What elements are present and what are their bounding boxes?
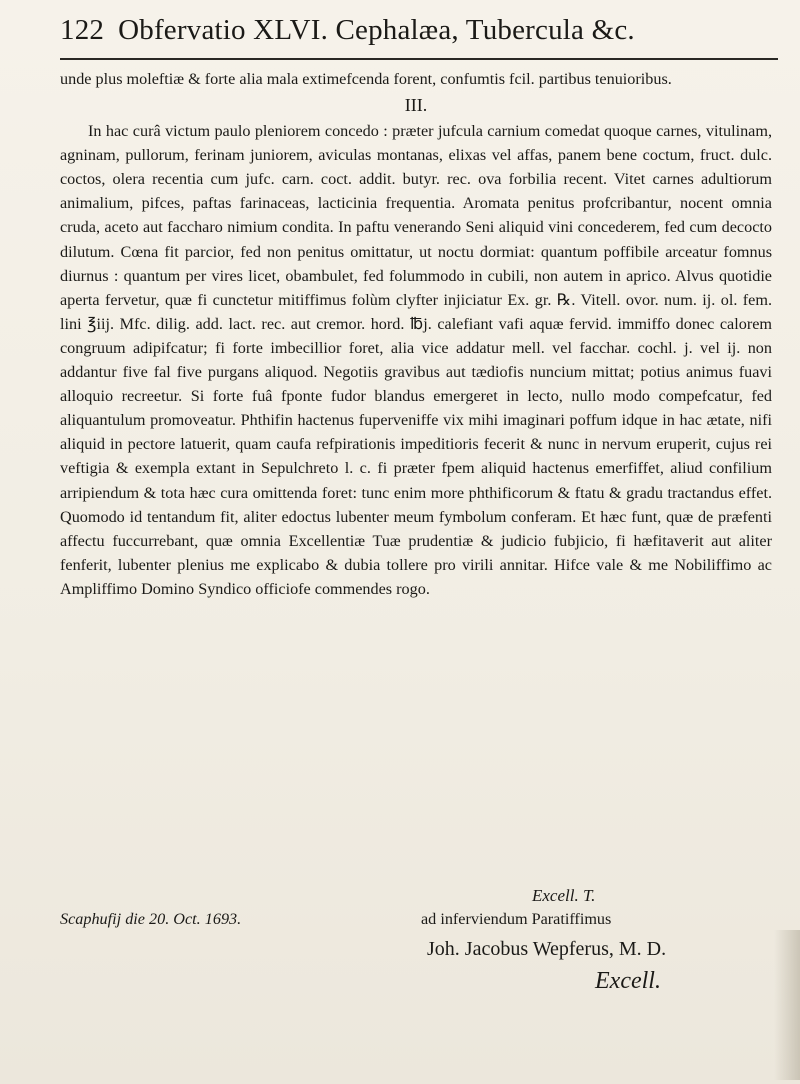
page-edge-stain [774, 930, 800, 1080]
signature: Joh. Jacobus Wepferus, M. D. [427, 938, 667, 960]
salutation-top: Excell. T. [532, 886, 596, 905]
main-text [60, 67, 772, 601]
running-header [60, 14, 772, 47]
page-number: 122 [60, 14, 105, 46]
place-date: Scaphufij die 20. Oct. 1693. [60, 910, 242, 928]
header-rule [60, 58, 778, 60]
service-line: ad inferviendum Paratiffimus [421, 910, 612, 928]
letter-closing [60, 886, 772, 1076]
intro-lines: unde plus moleftiæ & forte alia mala extimefcenda forent, confumtis fcil. partibus tenuioribus. [60, 70, 672, 88]
running-title: Obfervatio XLVI. Cephalæa, Tubercula &c. [118, 14, 635, 46]
body-paragraph: In hac curâ victum paulo pleniorem concedo : præter jufcula carnium comedat quoque carnes, vitulinam, agninam, pullorum, ferinam juniorem, aviculas montanas, elixas vel affas, panem bene coctum, fruct. dulc. coctos, olera recentia cum jufc. carn. coct. addit. butyr. rec. ova forbilia recent. Vitet carnes adultiorum animalium, pifces, paftas farinaceas, lacticinia frequentia. Aromata penitus profcribantur, nocent omnia cruda, aceto aut faccharo nimium condita. In paftu venerando Seni aliquid vini concederem, fed cum decocto dilutum. Cœna fit parcior, fed non penitus omittatur, ut noctu dormiat: quantum poffibile arceatur fomnus diurnus : quantum per vires licet, obambulet, fed folummodo in cubili, non autem in aprico. Alvus quotidie aperta fervetur, quæ fi cunctetur mitiffimus folùm clyfter injiciatur Ex. gr. ℞. Vitell. ovor. num. ij. ol. fem. lini ℥iij. Mfc. dilig. add. lact. rec. aut cremor. hord. ℔j. calefiant vafi aquæ fervid. immiffo donec calorem congruum adipifcatur; fi forte imbecillior foret, alia vice addatur mell. vel facchar. cochl. j. vel ij. non addantur five fal five purgans aliquod. Negotiis gravibus aut tædiofis nuncium mittat; potius animus fuavi alloquio recreetur. Si forte fuâ fponte fudor blandus emergeret in lecto, nullo modo compefcatur, fed aliquantulum promoveatur. Phthifin hactenus fuperveniffe vix mihi imaginari poffum idque in hac ætate, nifi aliquid in pectore latuerit, quam caufa refpirationis impeditioris fecerit & nunc in nervum eruperit, cujus rei veftigia & exempla extant in Sepulchreto l. c. fi præter fpem aliquid hactenus emerfiffet, aliud confilium arripiendum & tota hæc cura omittenda foret: tunc enim more phthificorum & ftatu & gradu tractandus effet. Quomodo id tentandum fit, aliter edoctus lubenter meum fymbolum conferam. Et hæc funt, quæ de præfenti affectu fuccurrebant, quæ omnia Excellentiæ Tuæ prudentiæ & judicio fubjicio, fi hæfitaverit aut aliter fenferit, lubenter plenius me explicabo & dubia tollere pro virili annitar. Hifce vale & me Nobiliffimo ac Ampliffimo Domino Syndico officiofe commendes rogo. [60, 122, 772, 598]
section-number: III. [404, 95, 428, 116]
salutation-bottom: Excell. [595, 968, 661, 994]
